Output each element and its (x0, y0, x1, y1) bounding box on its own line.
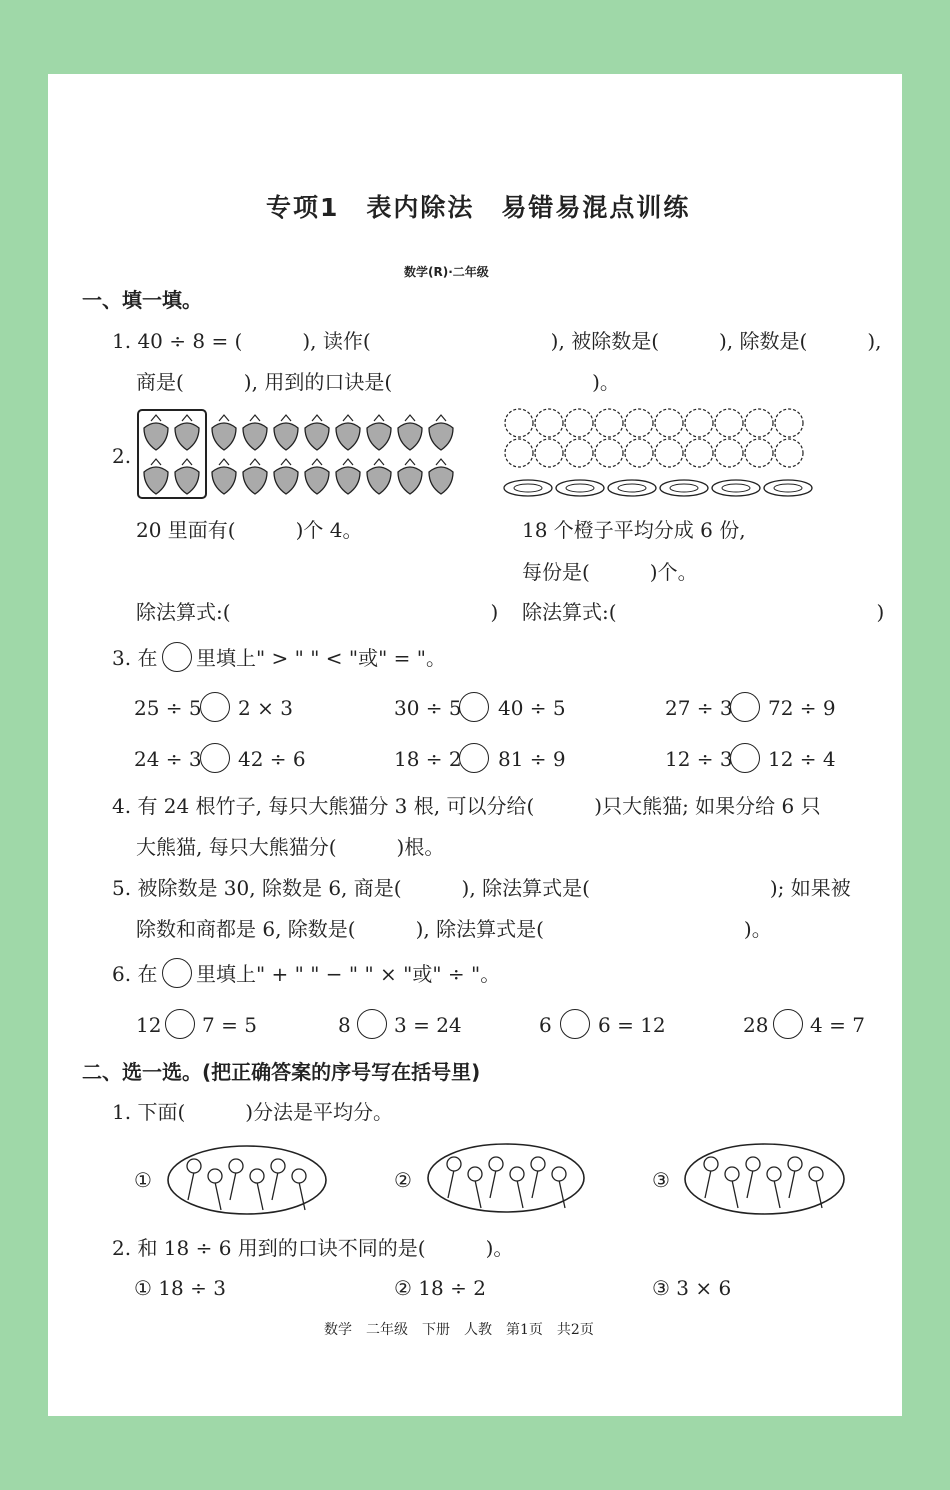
lollipop-candy (552, 1167, 566, 1181)
page-title: 专项1 表内除法 易错易混点训练 (266, 193, 691, 222)
strawberry (243, 459, 267, 494)
lollipop-stick (705, 1170, 711, 1198)
strawberry (144, 415, 168, 450)
strawberry (367, 459, 391, 494)
compare-left: 18 ÷ 2 (394, 747, 462, 771)
plate-inner (670, 484, 698, 492)
q1-line1: 1. 40 ÷ 8 = ( ), 读作( ), 被除数是( ), 除数是( ), (112, 329, 882, 353)
q5-line2: 除数和商都是 6, 除数是( ), 除法算式是( )。 (136, 917, 772, 941)
option-choice[interactable]: ① 18 ÷ 3 (134, 1276, 226, 1300)
orange (565, 439, 593, 467)
lollipop-stick (257, 1182, 263, 1210)
answer-circle[interactable] (560, 1009, 590, 1039)
expr-left: 8 (338, 1013, 351, 1037)
orange (535, 439, 563, 467)
q2-left-text: 20 里面有( )个 4。 (136, 518, 363, 542)
answer-circle[interactable] (730, 692, 760, 722)
strawberry (212, 459, 236, 494)
section2-heading: 二、选一选。(把正确答案的序号写在括号里) (82, 1060, 481, 1084)
orange (685, 439, 713, 467)
orange (505, 439, 533, 467)
plate-inner (722, 484, 750, 492)
option-choice[interactable]: ③ 3 × 6 (652, 1276, 732, 1300)
strawberry (398, 415, 422, 450)
lollipop-candy (271, 1159, 285, 1173)
page-subtitle: 数学(R)·二年级 (404, 265, 489, 279)
lollipop-candy (704, 1157, 718, 1171)
strawberry (274, 459, 298, 494)
option-label[interactable]: ③ (652, 1168, 670, 1192)
compare-left: 12 ÷ 3 (665, 747, 733, 771)
orange (595, 409, 623, 437)
answer-circle[interactable] (162, 958, 192, 988)
orange-plate-picture (503, 406, 818, 502)
orange (745, 409, 773, 437)
compare-right: 81 ÷ 9 (498, 747, 566, 771)
lollipop-stick (215, 1182, 221, 1210)
plate (504, 480, 552, 496)
answer-circle[interactable] (162, 642, 192, 672)
q2-right-text1: 18 个橙子平均分成 6 份, (522, 518, 746, 542)
answer-circle[interactable] (730, 743, 760, 773)
compare-left: 27 ÷ 3 (665, 696, 733, 720)
orange (505, 409, 533, 437)
expr-left: 12 (136, 1013, 162, 1037)
option-label[interactable]: ② (394, 1168, 412, 1192)
strawberry (367, 415, 391, 450)
section1-heading: 一、填一填。 (82, 288, 202, 312)
lollipop-candy (531, 1157, 545, 1171)
lollipop-candy (725, 1167, 739, 1181)
lollipop-candy (229, 1159, 243, 1173)
expr-left: 6 (539, 1013, 552, 1037)
lollipop-stick (448, 1170, 454, 1198)
strawberry (429, 459, 453, 494)
answer-circle[interactable] (200, 743, 230, 773)
strawberry (212, 415, 236, 450)
strawberry (429, 415, 453, 450)
q3-prefix: 3. 在 (112, 646, 158, 670)
lollipop-stick (188, 1172, 194, 1200)
q2-number: 2. (112, 444, 132, 468)
lollipop-candy (447, 1157, 461, 1171)
plate-inner (566, 484, 594, 492)
orange (595, 439, 623, 467)
worksheet-page (48, 74, 902, 1416)
strawberry (243, 415, 267, 450)
plate (556, 480, 604, 496)
plate-inner (514, 484, 542, 492)
q6-instruction: 里填上" + " " − " " × "或" ÷ "。 (196, 962, 501, 986)
answer-circle[interactable] (459, 743, 489, 773)
orange (535, 409, 563, 437)
s2-q1-text: 1. 下面( )分法是平均分。 (112, 1100, 394, 1124)
expr-right: 3 = 24 (394, 1013, 462, 1037)
lollipop-candy (788, 1157, 802, 1171)
q3-instruction: 里填上" > " " < "或" = "。 (196, 646, 446, 670)
orange (655, 409, 683, 437)
q2-left-formula: 除法算式:( ) (136, 600, 499, 624)
q6-prefix: 6. 在 (112, 962, 158, 986)
q2-right-formula: 除法算式:( ) (522, 600, 885, 624)
answer-circle[interactable] (165, 1009, 195, 1039)
lollipop-candy (468, 1167, 482, 1181)
plate (660, 480, 708, 496)
plate-inner (774, 484, 802, 492)
compare-left: 25 ÷ 5 (134, 696, 202, 720)
plate (764, 480, 812, 496)
lollipop-stick (774, 1180, 780, 1208)
strawberry (175, 459, 199, 494)
answer-circle[interactable] (200, 692, 230, 722)
q2-right-text2: 每份是( )个。 (522, 560, 698, 584)
strawberry (398, 459, 422, 494)
lollipop-group-2 (426, 1140, 586, 1216)
q5-line1: 5. 被除数是 30, 除数是 6, 商是( ), 除法算式是( ); 如果被 (112, 876, 851, 900)
expr-right: 4 = 7 (810, 1013, 865, 1037)
expr-right: 7 = 5 (202, 1013, 257, 1037)
lollipop-candy (208, 1169, 222, 1183)
lollipop-stick (732, 1180, 738, 1208)
lollipop-candy (510, 1167, 524, 1181)
lollipop-candy (489, 1157, 503, 1171)
lollipop-stick (559, 1180, 565, 1208)
strawberry (305, 459, 329, 494)
compare-right: 72 ÷ 9 (768, 696, 836, 720)
strawberry (336, 415, 360, 450)
q1-line2: 商是( ), 用到的口诀是( )。 (136, 370, 620, 394)
lollipop-candy (809, 1167, 823, 1181)
strawberry (336, 459, 360, 494)
orange (715, 439, 743, 467)
expr-right: 6 = 12 (598, 1013, 666, 1037)
lollipop-candy (292, 1169, 306, 1183)
lollipop-stick (272, 1172, 278, 1200)
strawberry-picture (136, 408, 466, 502)
orange (625, 439, 653, 467)
lollipop-stick (517, 1180, 523, 1208)
lollipop-stick (747, 1170, 753, 1198)
orange (715, 409, 743, 437)
lollipop-candy (767, 1167, 781, 1181)
q4-line2: 大熊猫, 每只大熊猫分( )根。 (136, 835, 445, 859)
orange (565, 409, 593, 437)
compare-left: 24 ÷ 3 (134, 747, 202, 771)
lollipop-candy (187, 1159, 201, 1173)
orange (775, 409, 803, 437)
answer-circle[interactable] (357, 1009, 387, 1039)
compare-right: 42 ÷ 6 (238, 747, 306, 771)
strawberry (305, 415, 329, 450)
compare-right: 40 ÷ 5 (498, 696, 566, 720)
answer-circle[interactable] (773, 1009, 803, 1039)
lollipop-stick (789, 1170, 795, 1198)
option-label[interactable]: ① (134, 1168, 152, 1192)
compare-left: 30 ÷ 5 (394, 696, 462, 720)
lollipop-candy (250, 1169, 264, 1183)
page-footer: 数学 二年级 下册 人教 第1页 共2页 (324, 1322, 594, 1338)
answer-circle[interactable] (459, 692, 489, 722)
plate-inner (618, 484, 646, 492)
expr-left: 28 (743, 1013, 769, 1037)
strawberry (274, 415, 298, 450)
strawberry (144, 459, 168, 494)
lollipop-group-3 (683, 1140, 846, 1218)
lollipop-group-1 (166, 1142, 328, 1218)
strawberry (175, 415, 199, 450)
orange (655, 439, 683, 467)
compare-right: 12 ÷ 4 (768, 747, 836, 771)
s2-q2-text: 2. 和 18 ÷ 6 用到的口诀不同的是( )。 (112, 1236, 514, 1260)
orange (775, 439, 803, 467)
plate (608, 480, 656, 496)
compare-right: 2 × 3 (238, 696, 293, 720)
lollipop-candy (746, 1157, 760, 1171)
lollipop-stick (230, 1172, 236, 1200)
q4-line1: 4. 有 24 根竹子, 每只大熊猫分 3 根, 可以分给( )只大熊猫; 如果分给 6 只 (112, 794, 821, 818)
orange (625, 409, 653, 437)
lollipop-stick (490, 1170, 496, 1198)
lollipop-stick (475, 1180, 481, 1208)
orange (745, 439, 773, 467)
orange (685, 409, 713, 437)
plate (712, 480, 760, 496)
lollipop-stick (532, 1170, 538, 1198)
option-choice[interactable]: ② 18 ÷ 2 (394, 1276, 486, 1300)
